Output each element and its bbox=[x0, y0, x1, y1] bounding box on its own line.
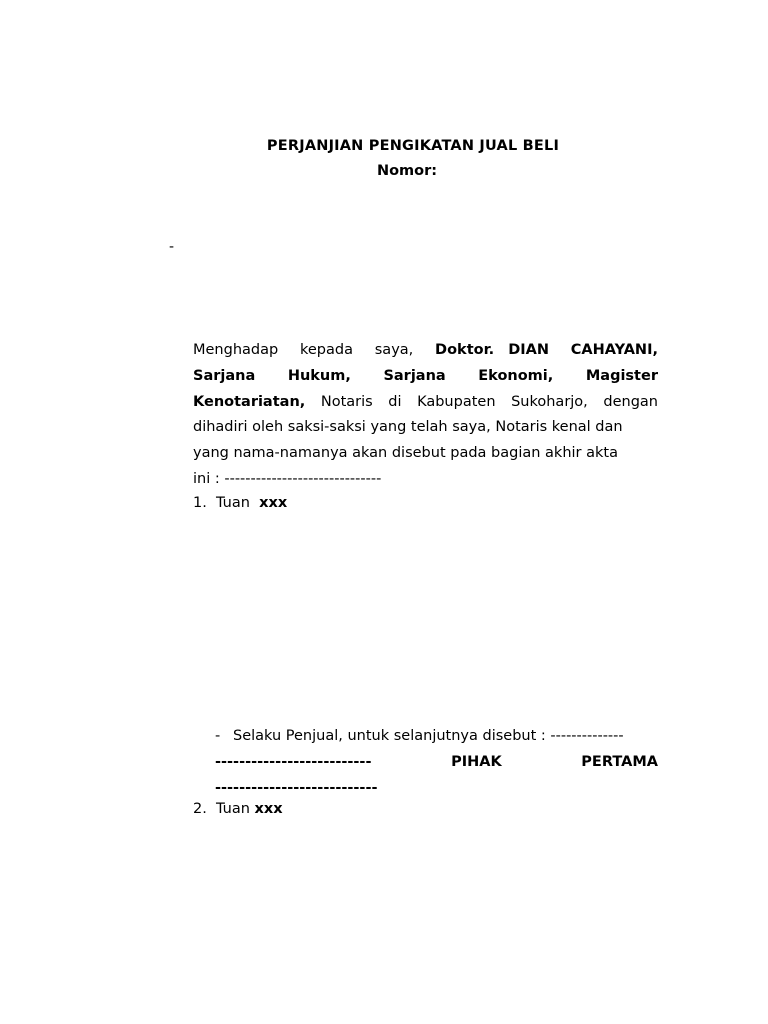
paragraph-line-5: yang nama-namanya akan disebut pada bagian akhir akta bbox=[193, 445, 618, 462]
paragraph-word: Notaris bbox=[320, 393, 373, 410]
party-number: 1. bbox=[193, 495, 207, 511]
notary-degree-word: Ekonomi, bbox=[478, 367, 554, 384]
party-prefix: Tuan bbox=[216, 801, 250, 817]
paragraph-word: saya, bbox=[374, 342, 414, 358]
party-name: xxx bbox=[259, 495, 288, 511]
paragraph-line-6: ini : ------------------------------ bbox=[193, 470, 382, 487]
paragraph-word: dengan bbox=[603, 393, 658, 410]
party-item-1 bbox=[193, 494, 287, 512]
role-bullet: - bbox=[215, 728, 221, 744]
notary-title: Doktor. bbox=[435, 342, 495, 358]
role-label-pihak: PIHAK bbox=[451, 753, 502, 770]
notary-degree-word: Sarjana bbox=[383, 367, 446, 384]
document-title: PERJANJIAN PENGIKATAN JUAL BELI bbox=[266, 138, 560, 154]
party-role-1 bbox=[215, 724, 658, 801]
paragraph-word: Menghadap bbox=[193, 342, 279, 358]
paragraph-line-2 bbox=[193, 364, 658, 390]
role-line-2 bbox=[215, 750, 658, 776]
role-label-pertama: PERTAMA bbox=[581, 753, 658, 770]
role-text: Selaku Penjual, untuk selanjutnya disebut : -------------- bbox=[233, 728, 624, 744]
party-name: xxx bbox=[254, 801, 283, 817]
notary-name-group bbox=[435, 338, 549, 364]
role-dashes: -------------------------- bbox=[215, 753, 372, 770]
party-item-2 bbox=[193, 800, 283, 818]
party-prefix: Tuan bbox=[216, 495, 250, 511]
notary-first-name: DIAN bbox=[508, 342, 549, 358]
notary-degree-word: Magister bbox=[585, 367, 658, 384]
notary-degree-word: Kenotariatan, bbox=[193, 393, 306, 410]
paragraph-word: di bbox=[388, 393, 402, 410]
role-line-1 bbox=[215, 724, 658, 750]
role-dashes-end: --------------------------- bbox=[215, 779, 378, 796]
opening-paragraph bbox=[193, 338, 658, 493]
paragraph-line-3 bbox=[193, 390, 658, 416]
stray-dash: - bbox=[169, 239, 175, 255]
party-number: 2. bbox=[193, 801, 207, 817]
document-number-label: Nomor: bbox=[376, 163, 438, 179]
notary-degree-word: Sarjana bbox=[193, 367, 256, 384]
paragraph-word: Kabupaten bbox=[417, 393, 496, 410]
paragraph-word: kepada bbox=[299, 342, 353, 358]
notary-last-name: CAHAYANI, bbox=[570, 342, 658, 358]
paragraph-line-1 bbox=[193, 338, 658, 364]
notary-degree-word: Hukum, bbox=[287, 367, 351, 384]
paragraph-line-4: dihadiri oleh saksi-saksi yang telah saya, Notaris kenal dan bbox=[193, 419, 623, 436]
paragraph-word: Sukoharjo, bbox=[511, 393, 588, 410]
